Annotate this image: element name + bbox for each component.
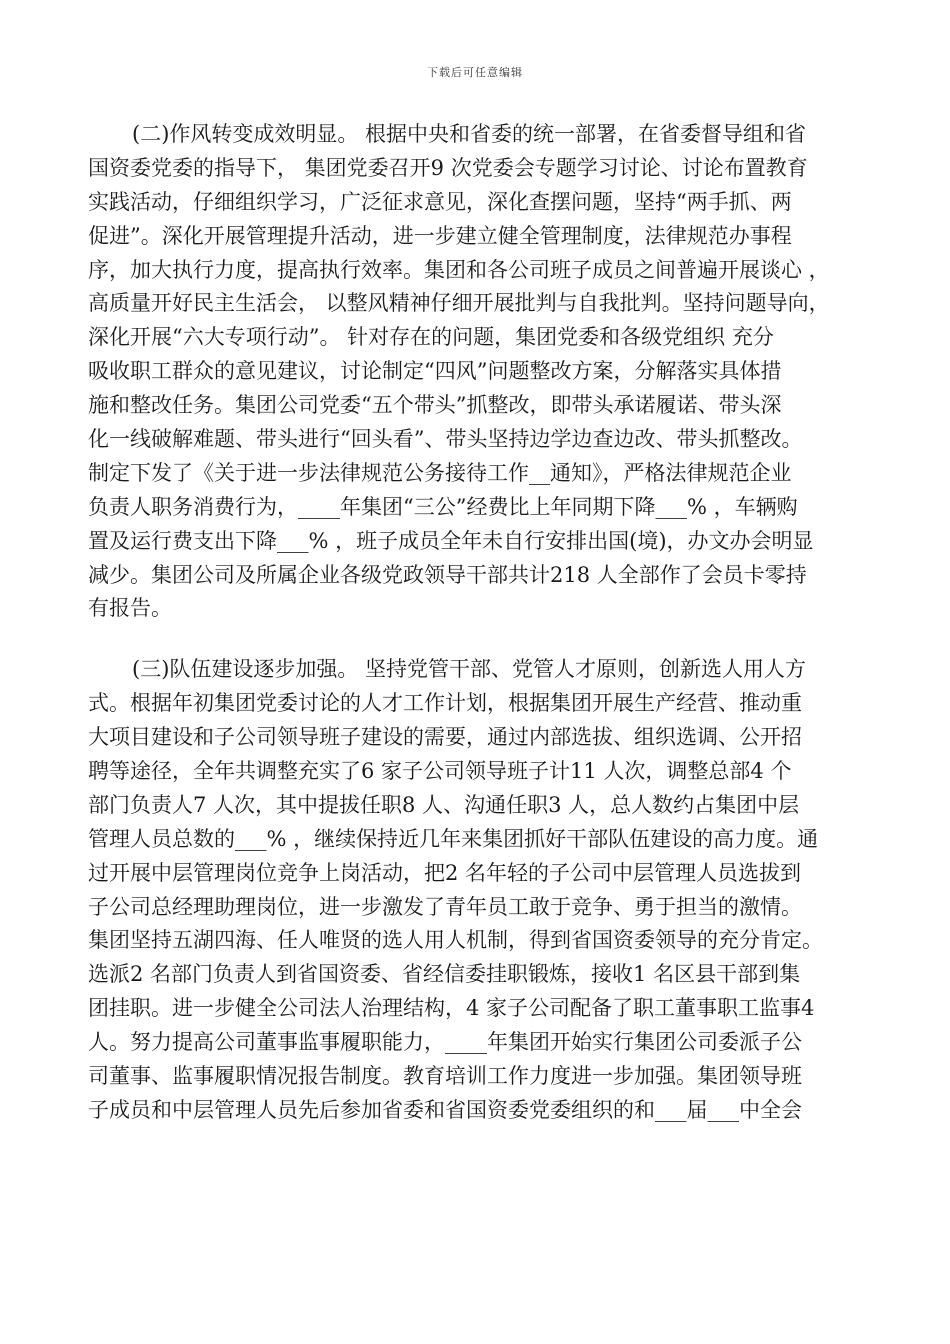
paragraph-line: 式。根据年初集团党委讨论的人才工作计划，根据集团开展生产经营、推动重 [88,691,802,716]
paragraph-line: 子成员和中层管理人员先后参加省委和省国资委党委组织的和___届___中全会 [88,1097,802,1122]
paragraph-team-building [88,653,868,1127]
paragraph-line: 施和整改任务。集团公司党委“五个带头”抓整改，即带头承诺履诺、带头深 [88,393,782,418]
paragraph-line: 国资委党委的指导下， 集团党委召开9 次党委会专题学习讨论、讨论布置教育 [88,155,808,180]
paragraph-line: 管理人员总数的___% ，继续保持近几年来集团抓好干部队伍建设的高力度。通 [88,826,819,851]
paragraph-line: 聘等途径，全年共调整充实了6 家子公司领导班子计11 人次，调整总部4 个 [88,759,792,784]
paragraph-line: 负责人职务消费行为，____年集团“三公”经费比上年同期下降___% ，车辆购 [88,494,798,519]
paragraph-line: 吸收职工群众的意见建议，讨论制定“四风”问题整改方案，分解落实具体措 [88,359,782,384]
paragraph-line: 人。努力提高公司董事监事履职能力，____年集团开始实行集团公司委派子公 [88,1030,802,1055]
paragraph-spacer [88,626,868,653]
paragraph-line: 有报告。 [88,596,172,621]
paragraph-line: 团挂职。进一步健全公司法人治理结构，4 家子公司配备了职工董事职工监事4 [88,996,815,1021]
paragraph-line: 促进”。深化开展管理提升活动，进一步建立健全管理制度，法律规范办事程 [88,223,792,248]
paragraph-line: 过开展中层管理岗位竞争上岗活动，把2 名年轻的子公司中层管理人员选拔到 [88,860,802,885]
paragraph-line: (三)队伍建设逐步加强。 坚持党管干部、党管人才原则，创新选人用人方 [132,657,807,682]
paragraph-line: 选派2 名部门负责人到省国资委、省经信委挂职锻炼，接收1 名区县干部到集 [88,962,801,987]
paragraph-line: 减少。集团公司及所属企业各级党政领导干部共计218 人全部作了会员卡零持 [88,562,807,587]
paragraph-line: 实践活动，仔细组织学习，广泛征求意见，深化查摆问题，坚持“两手抓、两 [88,189,792,214]
paragraph-line: 序，加大执行力度，提高执行效率。集团和各公司班子成员之间普遍开展谈心 ， [88,257,830,282]
paragraph-line: 制定下发了《关于进一步法律规范公务接待工作__通知》，严格法律规范企业 [88,460,792,485]
paragraph-line: 部门负责人7 人次，其中提拔任职8 人、沟通任职3 人，总人数约占集团中层 [88,792,800,817]
paragraph-line: 高质量开好民主生活会， 以整风精神仔细开展批判与自我批判。坚持问题导向， [88,291,830,316]
paragraph-line: 大项目建设和子公司领导班子建设的需要，通过内部选拔、组织选调、公开招 [88,725,802,750]
paragraph-line: (二)作风转变成效明显。 根据中央和省委的统一部署，在省委督导组和省 [132,122,807,146]
paragraph-work-style [88,118,868,626]
paragraph-line: 置及运行费支出下降___% ，班子成员全年未自行安排出国(境)，办文办会明显 [88,528,814,553]
paragraph-line: 深化开展“六大专项行动”。 针对存在的问题，集团党委和各级党组织 充分 [88,325,774,350]
paragraph-line: 子公司总经理助理岗位，进一步激发了青年员工敢于竞争、勇于担当的激情。 [88,894,802,919]
document-body [88,118,868,1128]
paragraph-line: 司董事、监事履职情况报告制度。教育培训工作力度进一步加强。集团领导班 [88,1064,802,1089]
paragraph-line: 化一线破解难题、带头进行“回头看”、带头坚持边学边查边改、带头抓整改。 [88,427,803,452]
paragraph-line: 集团坚持五湖四海、任人唯贤的选人用人机制，得到省国资委领导的充分肯定。 [88,928,823,953]
page-header-note: 下载后可任意编辑 [427,66,523,79]
